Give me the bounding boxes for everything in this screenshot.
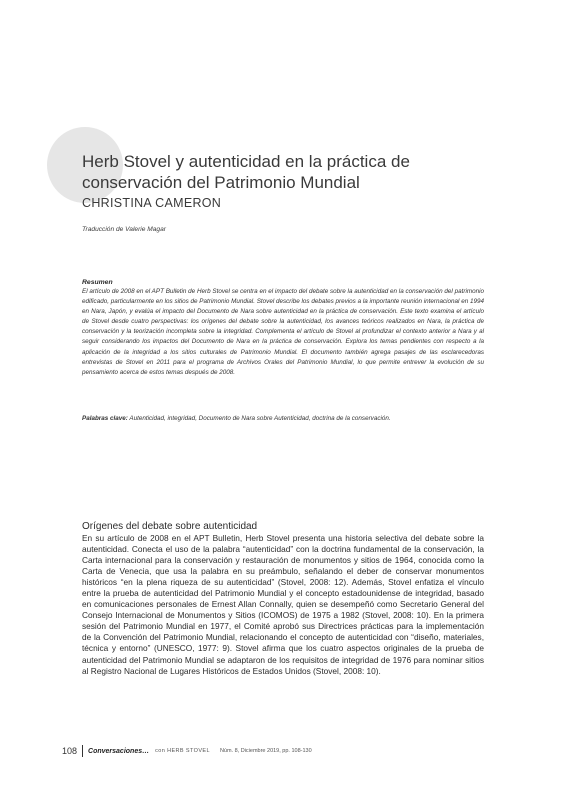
keywords-label: Palabras clave: (82, 415, 128, 422)
article-author: CHRISTINA CAMERON (82, 196, 222, 210)
abstract-text: El artículo de 2008 en el APT Bulletin de Herb Stovel se centra en el impacto del debate sobre la autenticidad en la conservación del patrimonio edificado, particularmente en los sitios de Patrimonio Mundial. Stovel describe los debates previos a la importante reunión internacional en 1994 en Nara, Japón, y evalúa el impacto del Documento de Nara sobre autenticidad en la práctica de conservación. Este texto examina el artículo de Stovel desde cuatro perspectivas: los orígenes del debate sobre la autenticidad, los avances teóricos realizados en Nara, la práctica de conservación y la teorización incompleta sobre la integridad. Complementa el artículo de Stovel al profundizar el contexto anterior a Nara y al seguir considerando los impactos del Documento de Nara en la práctica de conservación. Explora los temas pendientes con respecto a la aplicación de la integridad a los sitios culturales de Patrimonio Mundial. El documento también agrega pasajes de las esclarecedoras entrevistas de Stovel en 2011 para el programa de Archivos Orales del Patrimonio Mundial, lo que permite entrever la evolución de su pensamiento acerca de estos temas después de 2008. (82, 288, 484, 376)
footer-divider (82, 745, 83, 757)
section-body: En su artículo de 2008 en el APT Bulletin, Herb Stovel presenta una historia selectiva del debate sobre la autenticidad. Conecta el uso de la palabra “autenticidad” con la doctrina fundamental de la conservación, la Carta internacional para la conservación y restauración de monumentos y sitios de 1964, conocida como la Carta de Venecia, que usa la palabra en su preámbulo, señalando el deber de conservar monumentos históricos “en la plena riqueza de su autenticidad” (Stovel, 2008: 12). Además, Stovel enfatiza el vínculo entre la prueba de autenticidad del Patrimonio Mundial y el concepto estadounidense de integridad, basado en comunicaciones personales de Ernest Allan Connally, quien se desempeñó como Secretario General del Consejo Internacional de Monumentos y Sitios (ICOMOS) de 1975 a 1982 (Stovel, 2008: 10). En la primera sesión del Patrimonio Mundial en 1977, el Comité aprobó sus Directrices prácticas para la implementación de la Convención del Patrimonio Mundial, relacionando el concepto de autenticidad con “diseño, materiales, técnica y entorno” (UNESCO, 1977: 9). Stovel afirma que los cuatro aspectos originales de la prueba de autenticidad del Patrimonio Mundial se adaptaron de los requisitos de integridad de 1976 para nominar sitios al Registro Nacional de Lugares Históricos de Estados Unidos (Stovel, 2008: 10). (82, 533, 484, 676)
edition-label: con HERB STOVEL (155, 748, 210, 754)
article-title: Herb Stovel y autenticidad en la práctica de conservación del Patrimonio Mundial (82, 152, 410, 192)
keywords (82, 414, 484, 424)
abstract-heading: Resumen (82, 279, 113, 286)
issue-info: Núm. 8, Diciembre 2019, pp. 108-130 (219, 748, 312, 754)
journal-name: Conversaciones… (88, 747, 150, 755)
section-heading: Orígenes del debate sobre autenticidad (82, 521, 258, 532)
translation-credit: Traducción de Valerie Magar (82, 226, 166, 233)
page-footer (62, 744, 312, 758)
keywords-text: Autenticidad, integridad, Documento de Nara sobre Autenticidad, doctrina de la conservación. (127, 415, 391, 422)
page-number: 108 (62, 746, 78, 756)
